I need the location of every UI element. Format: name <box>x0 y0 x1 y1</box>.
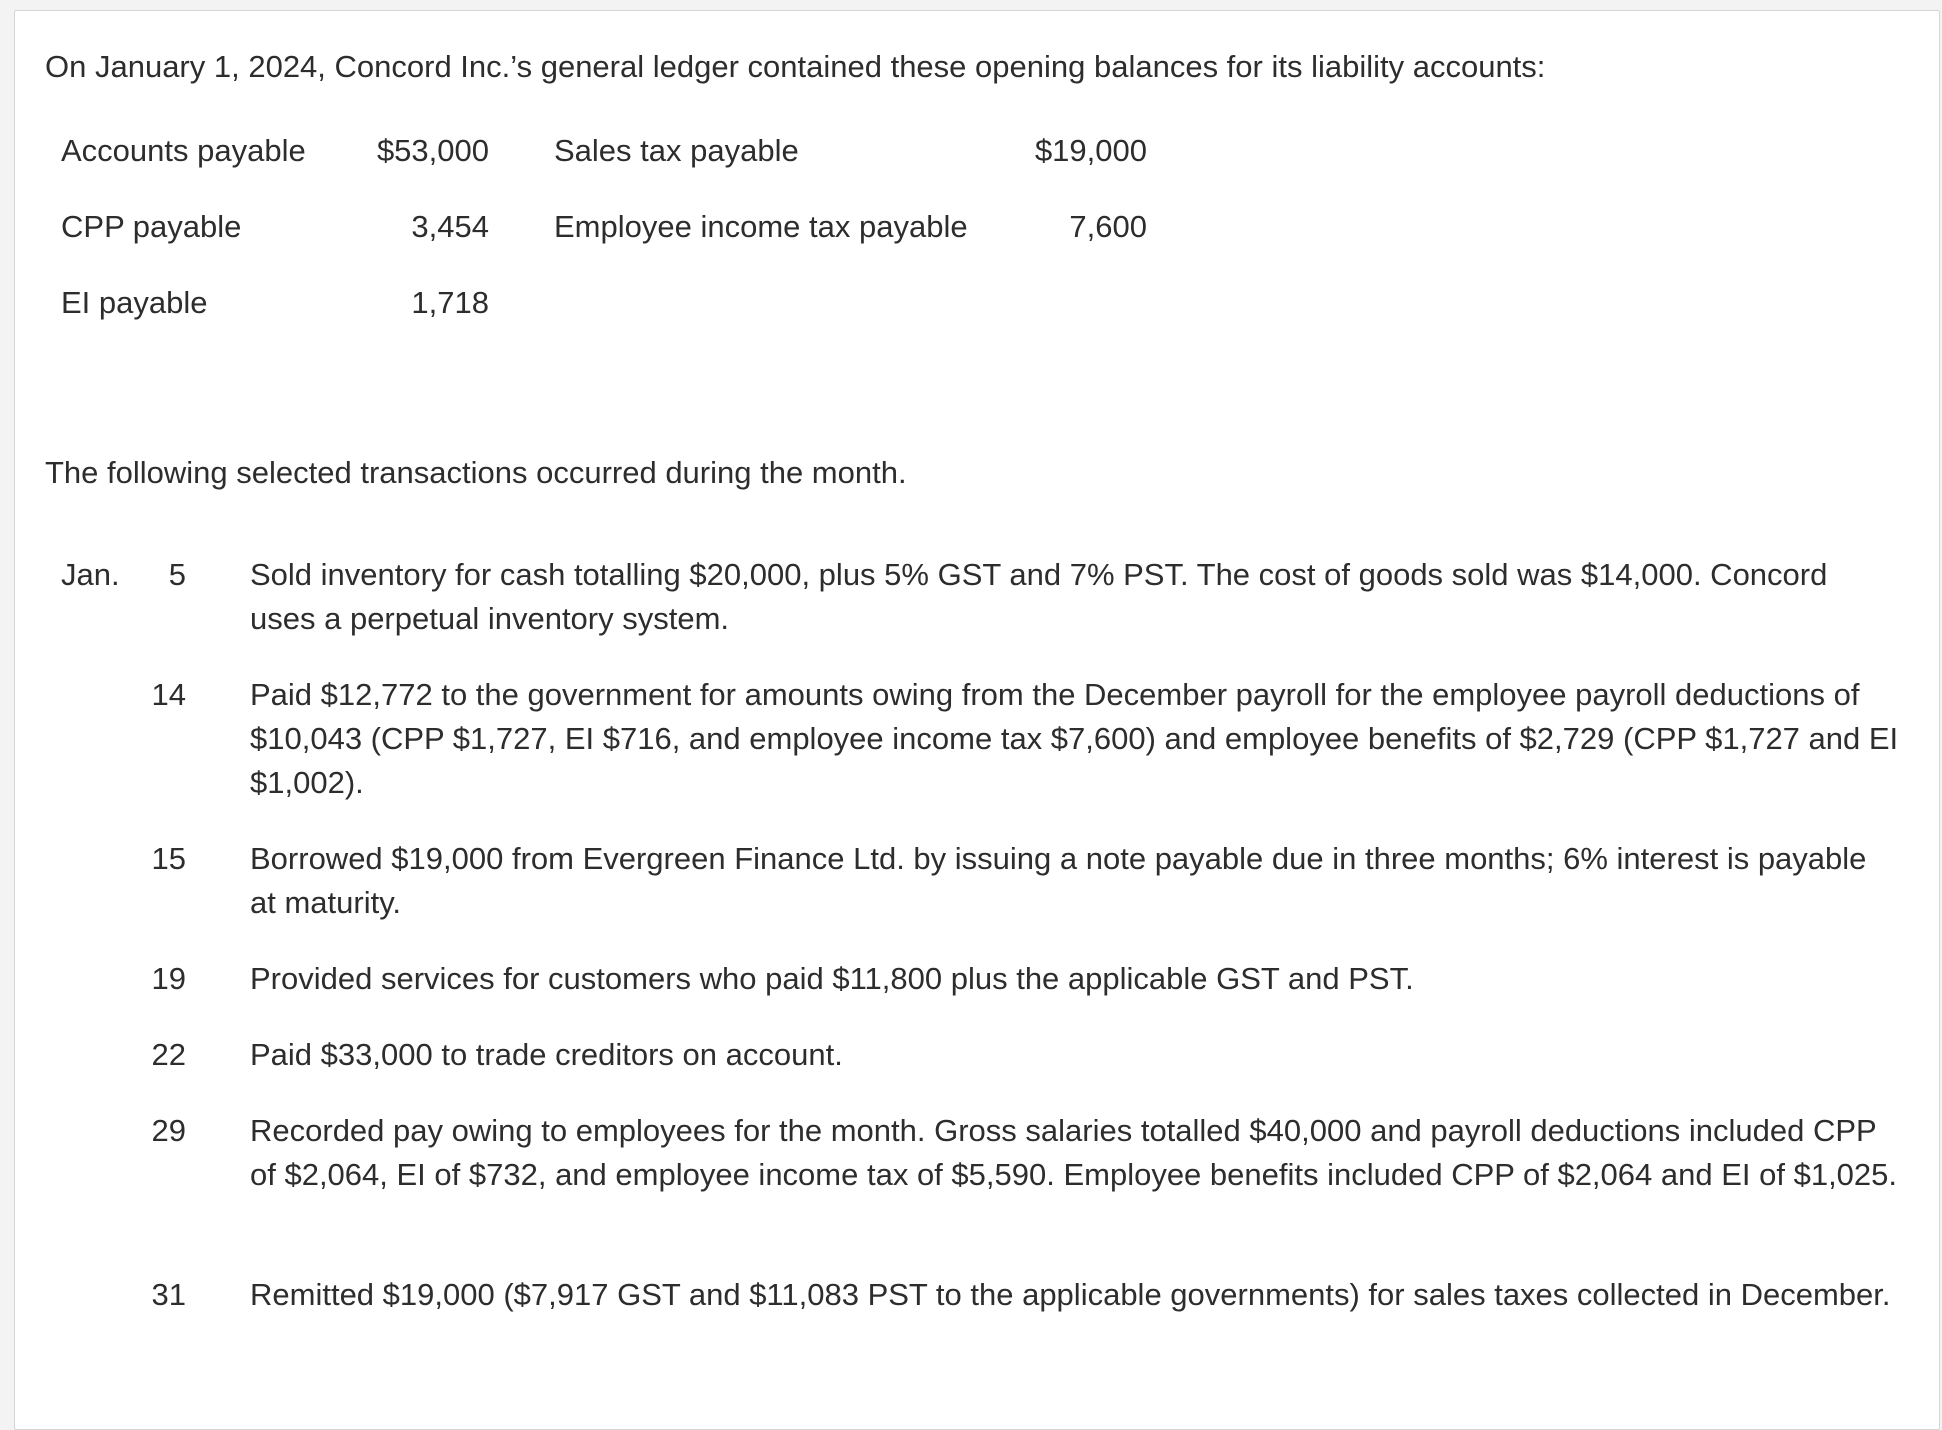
transaction-day: 29 <box>151 1113 186 1148</box>
transaction-text: Borrowed $19,000 from Evergreen Finance Ltd. by issuing a note payable due in three months; 6% interest is payable at maturity. <box>250 841 1867 920</box>
balance-amount: 1,718 <box>411 285 489 320</box>
transaction-text: Paid $12,772 to the government for amounts owing from the December payroll for the employee payroll deductions of $10,043 (CPP $1,727, EI $716, and employee income tax $7,600) and employee benefits of $2,729 (CPP $1,727 and EI $1,002). <box>250 677 1899 800</box>
balance-label: Employee income tax payable <box>554 209 968 244</box>
balance-label: EI payable <box>61 285 208 320</box>
transaction-text: Recorded pay owing to employees for the month. Gross salaries totalled $40,000 and payroll deductions included CPP of $2,064, EI of $732, and employee income tax of $5,590. Employee benefits included CPP of $2,064 and EI of $1,025. <box>250 1113 1898 1192</box>
transactions-intro: The following selected transactions occurred during the month. <box>45 455 907 490</box>
transaction-day: 14 <box>151 677 186 712</box>
balance-amount: $53,000 <box>376 133 489 168</box>
transaction-text: Provided services for customers who paid $11,800 plus the applicable GST and PST. <box>250 961 1414 996</box>
balance-amount: $19,000 <box>1034 133 1147 168</box>
month-label: Jan. <box>61 557 120 592</box>
transaction-text: Remitted $19,000 ($7,917 GST and $11,083 PST to the applicable governments) for sales taxes collected in December. <box>250 1277 1891 1312</box>
transaction-text: Sold inventory for cash totalling $20,000, plus 5% GST and 7% PST. The cost of goods sold was $14,000. Concord uses a perpetual inventory system. <box>250 557 1828 636</box>
intro-text: On January 1, 2024, Concord Inc.’s general ledger contained these opening balances for its liability accounts: <box>45 49 1546 84</box>
transaction-day: 31 <box>151 1277 186 1312</box>
balance-label: Sales tax payable <box>554 133 799 168</box>
transaction-day: 22 <box>151 1037 186 1072</box>
balance-label: Accounts payable <box>61 133 306 168</box>
transaction-day: 15 <box>151 841 186 876</box>
transaction-text: Paid $33,000 to trade creditors on account. <box>250 1037 843 1072</box>
transaction-day: 5 <box>168 557 186 592</box>
problem-card <box>14 10 1940 1430</box>
transaction-day: 19 <box>151 961 186 996</box>
balance-amount: 3,454 <box>411 209 489 244</box>
balance-label: CPP payable <box>61 209 242 244</box>
balance-amount: 7,600 <box>1069 209 1147 244</box>
